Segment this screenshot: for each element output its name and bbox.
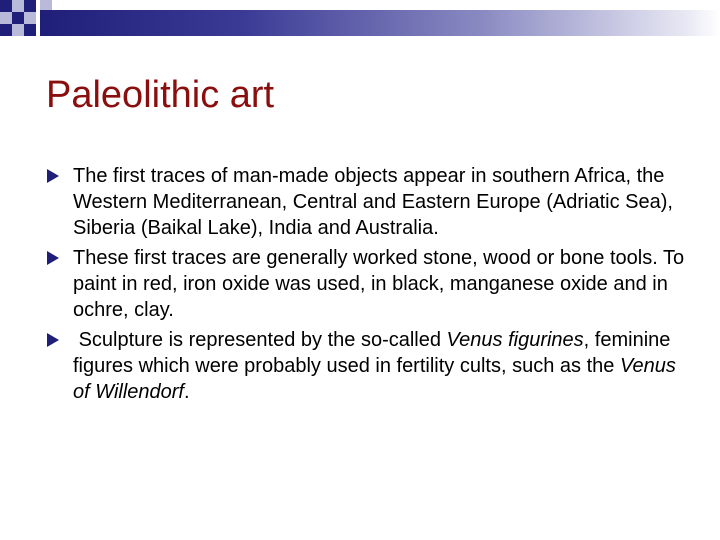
decor-square — [12, 0, 24, 12]
header-gradient-band — [40, 10, 720, 36]
decor-square — [0, 0, 12, 12]
slide-title: Paleolithic art — [46, 74, 275, 116]
bullet-text: The first traces of man-made objects appear in southern Africa, the Western Mediterranean, Central and Eastern Europe (Adriatic Sea), Siberia (Baikal Lake), India and Australia. — [73, 165, 673, 239]
bullet-text-part: . — [183, 381, 190, 403]
bullet-item — [46, 245, 686, 323]
decor-square — [24, 0, 36, 12]
decor-square — [24, 12, 36, 24]
square-bullet-icon — [47, 251, 59, 265]
decor-square — [40, 0, 52, 10]
bullet-item — [46, 163, 686, 241]
decor-square — [0, 24, 12, 36]
bullet-text-part: , feminine figures which were probably used in fertility cults, such as the — [73, 329, 671, 377]
italic-term: Venus of Willendorf — [73, 355, 676, 403]
square-bullet-icon — [47, 333, 59, 347]
bullet-text-part: Sculpture is represented by the so-called — [73, 329, 447, 351]
decor-square — [12, 12, 24, 24]
bullet-item — [46, 327, 686, 405]
decor-square — [24, 24, 36, 36]
decor-square — [0, 12, 12, 24]
bullet-list — [46, 163, 686, 409]
bullet-text: These first traces are generally worked stone, wood or bone tools. To paint in red, iron oxide was used, in black, manganese oxide and in ochre, clay. — [73, 247, 685, 321]
italic-term: Venus figurines — [446, 329, 584, 351]
decor-square — [12, 24, 24, 36]
square-bullet-icon — [47, 169, 59, 183]
